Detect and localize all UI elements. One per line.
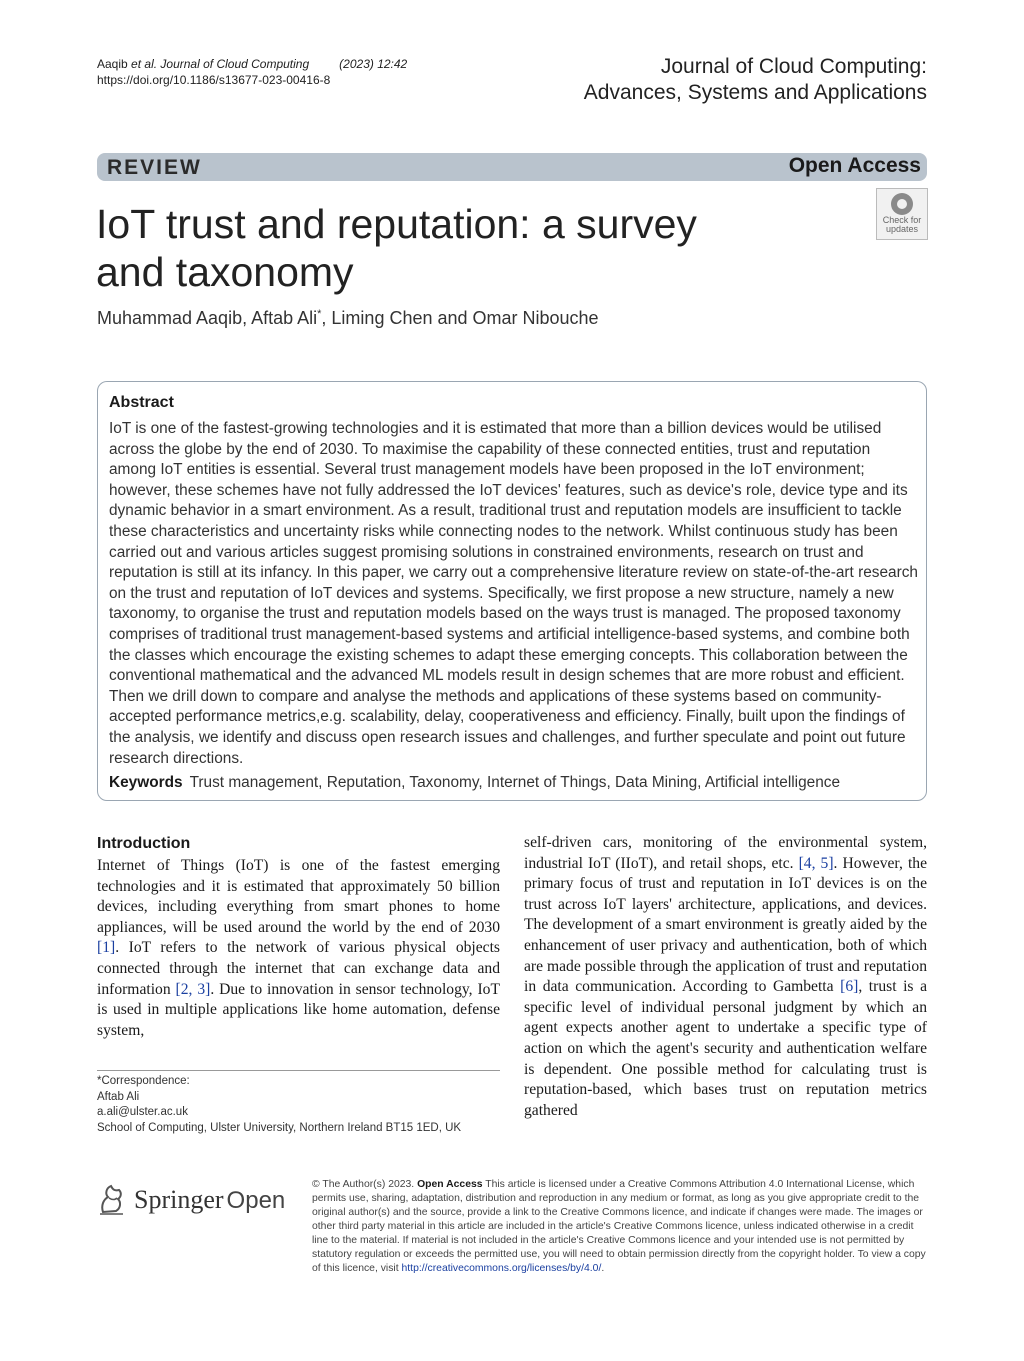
- intro-text-part: . However, the primary focus of trust and reputation in IoT devices is on the trust across IoT layers' architecture, applications, and devices. The development of a smart environment is greatly aided by the enhancement of user privacy and authentication, both of which are made possible through the application of trust and reputation in data communication. According to Gambetta: [524, 854, 928, 996]
- abstract-box: [97, 381, 927, 801]
- footnote-author: Aftab Ali: [97, 1090, 140, 1103]
- keywords-label: Keywords: [109, 774, 183, 791]
- citation-ref-6[interactable]: [6]: [840, 978, 859, 996]
- license-open-access: Open Access: [417, 1179, 483, 1190]
- license-statement: [312, 1178, 927, 1276]
- license-link[interactable]: http://creativecommons.org/licenses/by/4.0/: [401, 1263, 602, 1274]
- footnote-divider: [97, 1070, 500, 1071]
- doi-link[interactable]: https://doi.org/10.1186/s13677-023-00416-8: [97, 73, 331, 87]
- body-column-right: [524, 833, 927, 1121]
- section-heading-introduction: Introduction: [97, 835, 191, 852]
- citation-etal: et al.: [131, 57, 158, 71]
- intro-text-part: . Due to innovation in sensor technology, IoT is used in multiple applications like home automation, defense system,: [97, 980, 500, 1039]
- springer-open-logo: [97, 1180, 297, 1220]
- authors-text-a: Muhammad Aaqib, Aftab Ali: [97, 308, 318, 328]
- badge-text-line2: updates: [885, 224, 919, 234]
- license-copyright: © The Author(s) 2023.: [312, 1179, 418, 1190]
- running-header-citation: [97, 56, 407, 88]
- citation-journal: Journal of Cloud Computing: [160, 57, 310, 71]
- publisher-name-open: Open: [226, 1187, 286, 1214]
- publisher-name: [134, 1185, 285, 1215]
- abstract-heading: Abstract: [109, 394, 174, 411]
- intro-text-part: . IoT refers to the network of various physical objects connected through the internet that can exchange data and information: [97, 939, 500, 998]
- citation-ref-4-5[interactable]: [4, 5]: [798, 854, 834, 872]
- citation-year-volume: (2023) 12:42: [339, 57, 408, 71]
- license-text: This article is licensed under a Creative Commons Attribution 4.0 International License, which permits use, sharing, adaptation, distribution and reproduction in any medium or format, as long as you give appropriate credit to the original author(s) and the source, provide a link to the Creative Commons licence, and indicate if changes were made. The images or other third party material in this article are included in the article's Creative Commons licence, unless indicated otherwise in a credit line to the material. If material is not included in the article's Creative Commons licence and your intended use is not permitted by statutory regulation or exceeds the permitted use, you will need to obtain permission directly from the copyright holder. To view a copy of this licence, visit: [312, 1179, 926, 1274]
- footnote-label: *Correspondence:: [97, 1075, 190, 1087]
- article-title: IoT trust and reputation: a survey and taxonomy: [96, 201, 697, 295]
- journal-name: [584, 54, 927, 106]
- authors-text-b: , Liming Chen and Omar Nibouche: [321, 308, 599, 328]
- correspondence-footnote: [97, 1074, 461, 1136]
- citation-authors: Aaqib: [97, 57, 128, 71]
- corresponding-author-mark: *: [317, 308, 322, 320]
- citation-ref-1[interactable]: [1]: [97, 939, 116, 957]
- journal-name-line1: Journal of Cloud Computing:: [660, 55, 927, 78]
- body-column-left: [97, 834, 500, 1041]
- open-access-label: Open Access: [788, 154, 921, 177]
- abstract-text: IoT is one of the fastest-growing technologies and it is estimated that more than a billion devices would be utilised across the globe by the end of 2030. To maximise the capability of these connected entities, trust and reputation among IoT entities is essential. Several trust management models have been proposed in the IoT environment; however, these schemes have not fully addressed the IoT devices' features, such as device's role, device type and its dynamic behavior in a smart environment. As a result, traditional trust and reputation models are insufficient to tackle these characteristics and uncertainty risks while connecting nodes to the network. Whilst continuous study has been carried out and various articles suggest promising solutions in constrained environments, research on trust and reputation is still at its infancy. In this paper, we carry out a comprehensive literature review on state-of-the-art research on the trust and reputation of IoT devices and systems. Specifically, we first propose a new structure, namely a new taxonomy, to organise the trust and reputation models based on the ways trust is managed. The proposed taxonomy comprises of traditional trust management-based systems and artificial intelligence-based systems, and combine both the classes which encourage the existing schemes to adapt these emerging concepts. This collaboration between the conventional mathematical and the advanced ML models result in design schemes that are more robust and efficient. Then we drill down to compare and analyse the methods and applications of these systems based on community-accepted performance metrics,e.g. scalability, delay, cooperativeness and efficiency. Finally, built upon the findings of the analysis, we identify and discuss open research issues and challenges, and further speculate and point out future research directions.: [109, 420, 918, 767]
- intro-paragraph-left: [97, 856, 500, 1041]
- license-end: .: [601, 1263, 605, 1274]
- footnote-email[interactable]: a.ali@ulster.ac.uk: [97, 1106, 188, 1118]
- footnote-affiliation: School of Computing, Ulster University, Northern Ireland BT15 1ED, UK: [97, 1121, 462, 1134]
- citation-ref-2-3[interactable]: [2, 3]: [175, 980, 211, 998]
- keywords-list: Trust management, Reputation, Taxonomy, Internet of Things, Data Mining, Artificial intelligence: [189, 774, 841, 791]
- springer-horse-icon: [97, 1182, 127, 1216]
- intro-text-part: self-driven cars, monitoring of the environmental system, industrial IoT (IIoT), and retail shops, etc.: [524, 834, 927, 872]
- intro-text-part: , trust is a specific level of individual personal judgment by which an agent expects another agent to undertake a specific type of action on which the agent's security and authentication welfare is dependent. One possible method for calculating trust is reputation-based, which bases trust on reputation metrics gathered: [524, 978, 927, 1119]
- crossmark-icon: [891, 193, 913, 215]
- intro-paragraph-right: [524, 833, 927, 1121]
- check-for-updates-badge[interactable]: [876, 188, 928, 240]
- citation-line: [97, 56, 407, 72]
- article-type-banner: [97, 153, 927, 181]
- badge-text-line1: Check for: [882, 215, 922, 225]
- publisher-name-springer: Springer: [134, 1185, 224, 1214]
- article-type-label: REVIEW: [107, 156, 202, 179]
- journal-name-line2: Advances, Systems and Applications: [583, 81, 927, 104]
- intro-text-part: Internet of Things (IoT) is one of the fastest emerging technologies and it is estimated that approximately 50 billion devices, including everything from smart phones to home appliances, will be used around the world by the end of 2030: [97, 857, 500, 936]
- keywords-line: [109, 774, 840, 792]
- author-list: [97, 308, 599, 329]
